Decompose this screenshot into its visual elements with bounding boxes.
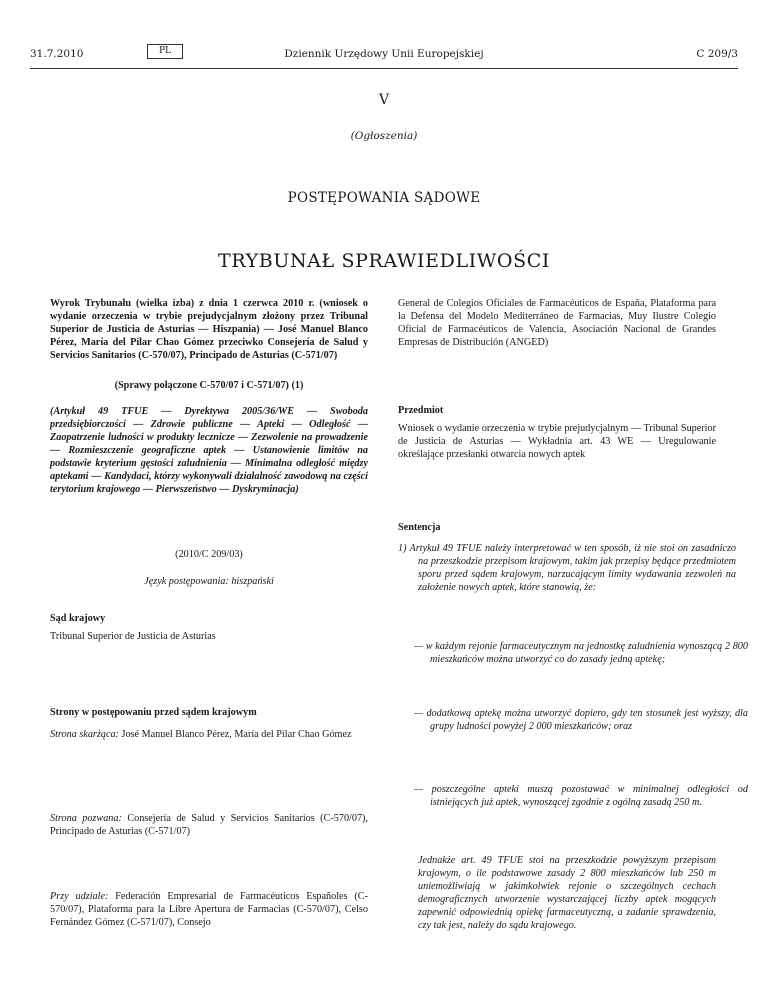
intervener-continued: General de Colegios Oficiales de Farmacéuticos de España, Plataforma para la Defensa del Modelo Mediterráneo de Farmacias, Muy Ilustre Colegio Oficial de Farmacéuticos de Valencia, Asociación Nacional de Grandes Empresas de Distribución (ANGED) [398,298,716,348]
defendant [50,812,368,838]
defendant-text: Consejería de Salud y Servicios Sanitarios (C-570/07), Principado de Asturias (C-571/07) [50,813,368,837]
part-number: V [378,92,390,108]
section-title: POSTĘPOWANIA SĄDOWE [287,190,481,206]
page-reference: C 209/3 [696,48,738,60]
ruling-dash-1: — w każdym rejonie farmaceutycznym na jednostkę zaludnienia wynoszącą 2 800 mieszkańców można utworzyć co do zasady jedną aptekę; [414,641,748,665]
intervener-text: Federación Empresarial de Farmacéuticos Españoles (C-570/07), Plataforma para la Libre Apertura de Farmacias (C-570/07), Celso Fernández Gómez (C-571/07), Consejo [50,891,368,928]
defendant-label: Strona pozwana: [50,813,122,824]
judgment-title: Wyrok Trybunału (wielka izba) z dnia 1 czerwca 2010 r. (wniosek o wydanie orzeczenia w trybie prejudycjalnym złożony przez Tribunal Superior de Justicia de Asturias — Hiszpania) — José Manuel Blanco Pérez, María del Pilar Chao Gómez przeciwko Consejería de Salud y Servicios Sanitarios (C-570/07), Principado de Asturias (C-571/07) [50,298,368,361]
applicant-label: Strona skarżąca: [50,729,119,740]
part-subtitle: (Ogłoszenia) [350,130,418,142]
journal-title: Dziennik Urzędowy Unii Europejskiej [284,48,484,60]
ruling-final-paragraph: Jednakże art. 49 TFUE stoi na przeszkodzie powyższym przepisom krajowym, o ile podstawowe zasady 2 800 mieszkańców lub 250 m uniemożliwiają w jakimkolwiek rejonie o szczególnych cechach demograficznych utworzenie wystarczającej liczby aptek mogących zapewnić odpowiednią opiekę farmaceutyczną, a zadanie sprawdzenia, czy tak jest, należy do sądu krajowego. [418,855,716,931]
subject-heading: Przedmiot [398,405,444,416]
joined-cases: (Sprawy połączone C-570/07 i C-571/07) (1) [114,380,304,391]
ruling-heading: Sentencja [398,522,441,533]
header-rule [30,68,738,69]
language-of-case: Język postępowania: hiszpański [144,576,274,587]
applicant-text: José Manuel Blanco Pérez, María del Pilar Chao Gómez [118,729,352,740]
ruling-dash-2: — dodatkową aptekę można utworzyć dopiero, gdy ten stosunek jest wyższy, dla grupy ludności powyżej 2 000 mieszkańców; oraz [414,708,748,732]
keywords: (Artykuł 49 TFUE — Dyrektywa 2005/36/WE — Swoboda przedsiębiorczości — Zdrowie publiczne — Apteki — Odległość — Zaopatrzenie ludności w produkty lecznicze — Zezwolenie na prowadzenie — Rozmieszczenie geograficzne aptek — Ustanowienie limitów na podstawie kryterium gęstości zaludnienia — Minimalna odległość między aptekami — Kandydaci, którzy wykonywali działalność zawodową na części terytorium krajowego — Pierwszeństwo — Dyskryminacja) [50,406,368,495]
parties-heading: Strony w postępowaniu przed sądem krajowym [50,707,257,718]
applicant [50,728,368,741]
intervener [50,890,368,929]
national-court: Tribunal Superior de Justicia de Asturias [50,631,216,642]
intervener-label: Przy udziale: [50,891,109,902]
ruling-dash-3: — poszczególne apteki muszą pozostawać w minimalnej odległości od istniejących już aptek, wynoszącej zgodnie z ogólną zasadą 250 m. [414,784,748,808]
header-date: 31.7.2010 [30,48,84,60]
document-reference: (2010/C 209/03) [175,549,243,560]
court-title: TRYBUNAŁ SPRAWIEDLIWOŚCI [218,250,550,272]
language-badge: PL [147,44,183,59]
subject-text: Wniosek o wydanie orzeczenia w trybie prejudycjalnym — Tribunal Superior de Justicia de Asturias — Wykładnia art. 43 WE — Uregulowanie określające przesłanki otwarcia nowych aptek [398,423,716,460]
national-court-heading: Sąd krajowy [50,613,106,624]
ruling-point-1: 1) Artykuł 49 TFUE należy interpretować w ten sposób, iż nie stoi on zasadniczo na przeszkodzie przepisom krajowym, takim jak przepisy będące przedmiotem sporu przed sądem krajowym, narzucającym limity wydawania zezwoleń na założenie nowych aptek, które stanowią, że: [398,543,736,593]
